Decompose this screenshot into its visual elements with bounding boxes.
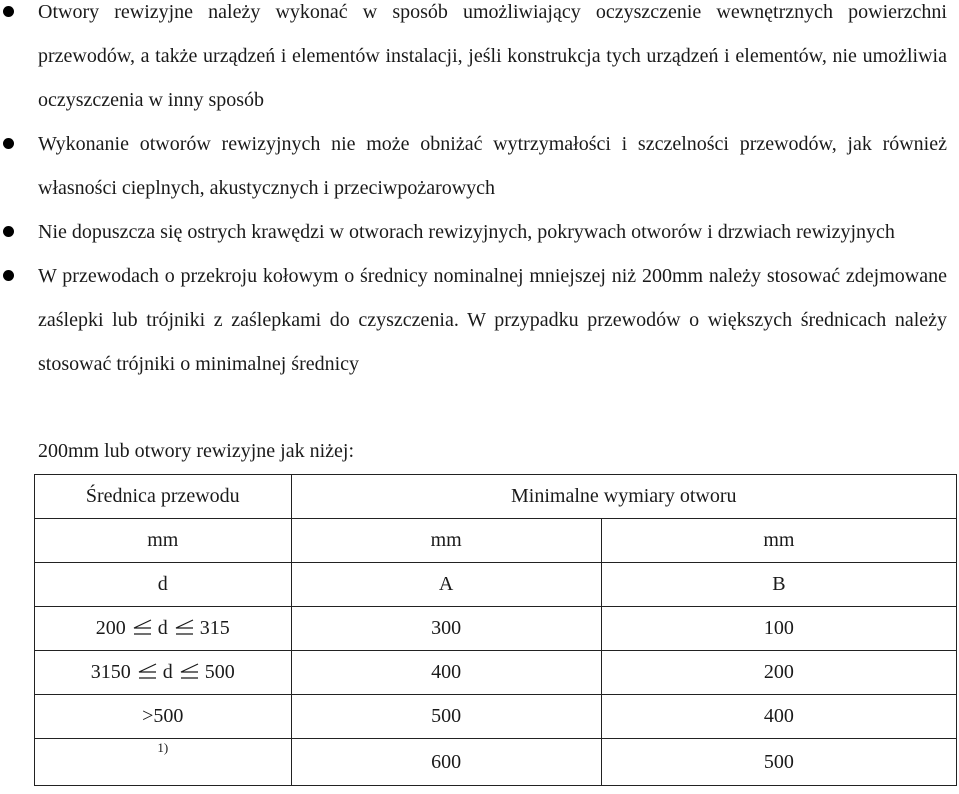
table-cell: A — [291, 563, 601, 607]
range-low: 3150 — [90, 661, 131, 683]
table-cell: 500 — [291, 695, 601, 739]
range-high: 315 — [199, 617, 230, 639]
table-cell: 300 — [291, 607, 601, 651]
bullet-icon — [3, 270, 14, 281]
table-symbols-row — [35, 563, 957, 607]
bullet-list — [0, 0, 959, 386]
table-units-row — [35, 519, 957, 563]
table-cell — [35, 651, 292, 695]
table-cell — [35, 739, 292, 786]
range-var: d — [157, 617, 168, 639]
table-cell: d — [35, 563, 292, 607]
table-cell: mm — [291, 519, 601, 563]
table-cell: mm — [601, 519, 956, 563]
less-or-equal-icon — [136, 662, 158, 680]
opening-dimensions-table — [34, 474, 957, 786]
header-min-dimensions: Minimalne wymiary otworu — [291, 475, 956, 519]
bullet-icon — [3, 138, 14, 149]
bullet-item — [0, 0, 959, 122]
table-row — [35, 695, 957, 739]
bullet-icon — [3, 6, 14, 17]
bullet-text: Nie dopuszcza się ostrych krawędzi w otworach rewizyjnych, pokrywach otworów i drzwiach rewizyjnych — [38, 221, 895, 243]
less-or-equal-icon — [131, 618, 153, 636]
less-or-equal-icon — [173, 618, 195, 636]
intro-text: 200mm lub otwory rewizyjne jak niżej: — [38, 440, 355, 462]
table-cell — [35, 607, 292, 651]
table-header-row — [35, 475, 957, 519]
footnote-marker: 1) — [157, 739, 169, 755]
bullet-item — [0, 122, 959, 210]
table-cell: mm — [35, 519, 292, 563]
bullet-text: Wykonanie otworów rewizyjnych nie może obniżać wytrzymałości i szczelności przewodów, jak również własności cieplnych, akustycznych i przeciwpożarowych — [38, 133, 947, 199]
table-cell: 400 — [291, 651, 601, 695]
bullet-text: Otwory rewizyjne należy wykonać w sposób umożliwiający oczyszczenie wewnętrznych powierzchni przewodów, a także urządzeń i elementów instalacji, jeśli konstrukcja tych urządzeń i elementów, nie umożliwia oczyszczenia w inny sposób — [38, 1, 947, 111]
table-cell: 100 — [601, 607, 956, 651]
header-diameter: Średnica przewodu — [35, 475, 292, 519]
table-cell: 200 — [601, 651, 956, 695]
bullet-item — [0, 254, 959, 386]
bullet-text: W przewodach o przekroju kołowym o średnicy nominalnej mniejszej niż 200mm należy stosować zdejmowane zaślepki lub trójniki z zaślepkami do czyszczenia. W przypadku przewodów o większych średnicach należy stosować trójniki o minimalnej średnicy — [38, 265, 947, 375]
table-row — [35, 651, 957, 695]
bullet-item — [0, 210, 959, 254]
range-var: d — [162, 661, 173, 683]
less-or-equal-icon — [178, 662, 200, 680]
table-row — [35, 739, 957, 786]
table-cell: B — [601, 563, 956, 607]
table-row — [35, 607, 957, 651]
range-low: 200 — [95, 617, 126, 639]
table-cell: 400 — [601, 695, 956, 739]
range-high: 500 — [204, 661, 235, 683]
table-cell: 500 — [601, 739, 956, 786]
bullet-icon — [3, 226, 14, 237]
table-cell: 600 — [291, 739, 601, 786]
table-cell: >500 — [35, 695, 292, 739]
